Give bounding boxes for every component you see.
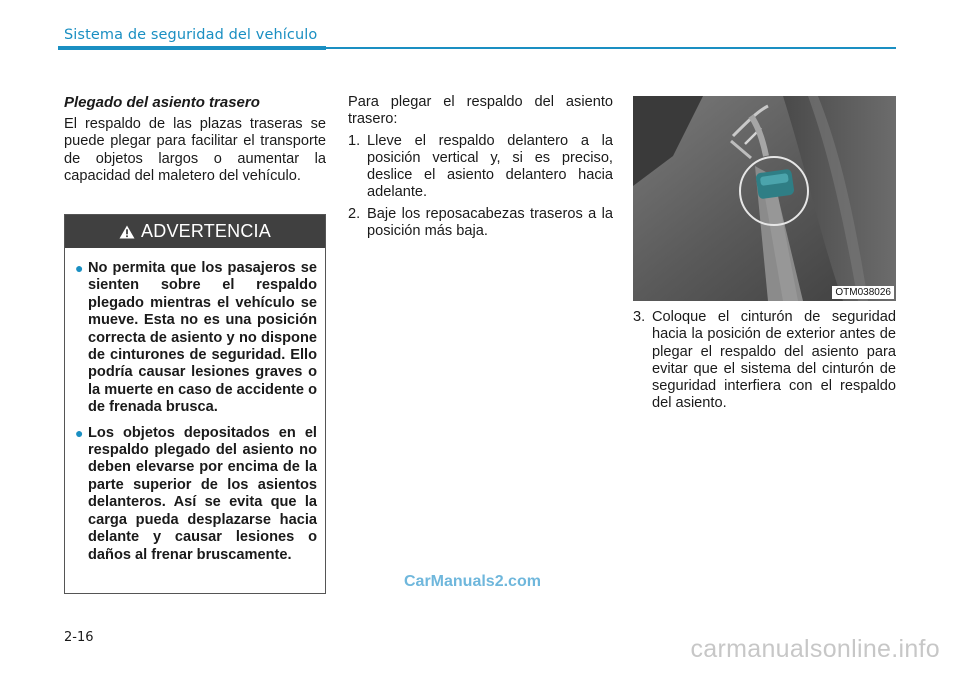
seatbelt-photo: [633, 96, 896, 301]
header-rule-accent: [58, 46, 326, 50]
bullet-icon: ●: [75, 424, 84, 441]
warning-item: [75, 425, 317, 564]
subsection-heading: Plegado del asiento trasero: [64, 94, 260, 111]
step-number: 2.: [348, 205, 361, 222]
step-text: Baje los reposacabezas traseros a la posición más baja.: [367, 205, 613, 240]
step-item: [348, 206, 613, 241]
instructions-intro: Para plegar el respaldo del asiento trasero:: [348, 94, 613, 128]
intro-paragraph: El respaldo de las plazas traseras se puede plegar para facilitar el transporte de objetos largos o aumentar la capacidad del maletero del vehículo.: [64, 116, 326, 184]
step-text: Coloque el cinturón de seguridad hacia la posición de exterior antes de plegar el respaldo del asiento para evitar que el sistema del cinturón de seguridad interfiera con el respaldo del asiento.: [652, 309, 896, 412]
steps-list: [633, 309, 896, 413]
section-title: Sistema de seguridad del vehículo: [64, 27, 318, 43]
steps-list: [348, 133, 613, 241]
footer-watermark: carmanualsonline.info: [690, 635, 940, 663]
warning-item-text: Los objetos depositados en el respaldo plegado del asiento no deben elevarse por encima de la parte superior de los asientos delanteros. Así se evita que la carga pueda desplazarse hacia delante y causar lesiones o daños al frenar bruscamente.: [88, 424, 317, 563]
figure-caption: OTM038026: [832, 286, 894, 299]
step-number: 1.: [348, 132, 361, 149]
warning-item-text: No permita que los pasajeros se sienten sobre el respaldo plegado mientras el vehículo se mueve. Esta no es una posición correcta de asiento y no dispone de cinturones de seguridad. Ello podría causar lesiones graves o la muerte en caso de accidente o de frenada brusca.: [88, 260, 317, 416]
warning-list: [65, 248, 325, 564]
warning-item: [75, 260, 317, 417]
step-number: 3.: [633, 309, 646, 325]
warning-header: [65, 215, 325, 248]
seatbelt-illustration: [633, 96, 896, 301]
page-number: 2-16: [64, 630, 94, 645]
right-column: [633, 309, 896, 417]
left-column: [64, 94, 326, 185]
step-text: Lleve el respaldo delantero a la posición vertical y, si es preciso, deslice el asiento delantero hacia adelante.: [367, 132, 613, 201]
middle-column: [348, 94, 613, 244]
step-item: [348, 133, 613, 202]
warning-title: ADVERTENCIA: [141, 221, 271, 241]
warning-triangle-icon: [119, 225, 135, 239]
step-item: [633, 309, 896, 413]
watermark-link[interactable]: CarManuals2.com: [404, 573, 541, 590]
warning-box: [64, 214, 326, 594]
bullet-icon: ●: [75, 260, 84, 276]
header-rule: [326, 47, 896, 49]
